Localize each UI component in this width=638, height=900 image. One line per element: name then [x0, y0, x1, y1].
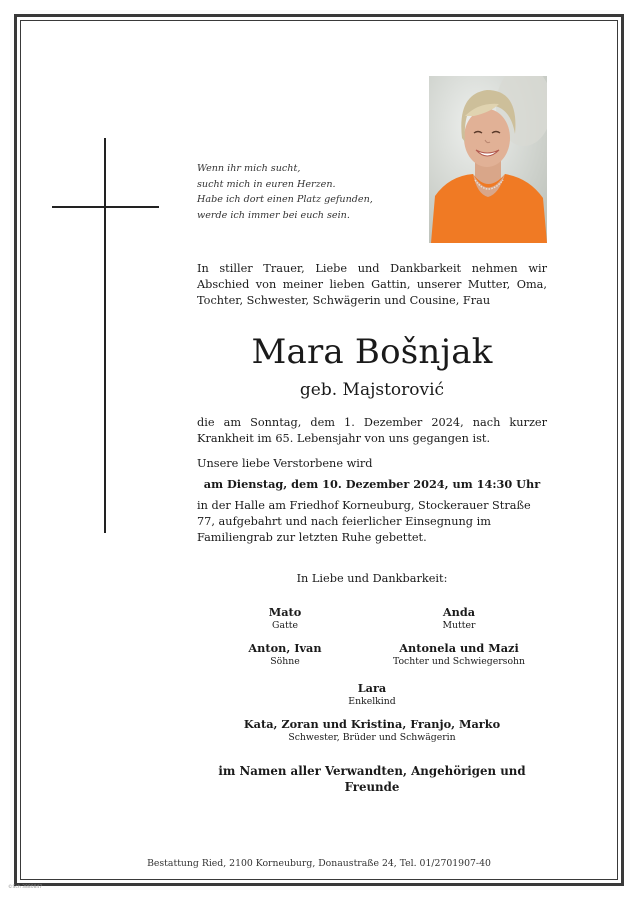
death-notice-text: die am Sonntag, dem 1. Dezember 2024, nach kurzer Krankheit im 65. Lebensjahr von uns gegangen ist. [197, 416, 547, 445]
poem-line: Habe ich dort einen Platz gefunden, [197, 194, 373, 205]
mourner-relation: Mutter [442, 620, 476, 631]
mourner-relation: Enkelkind [348, 696, 396, 707]
funeral-home-footer: Bestattung Ried, 2100 Korneuburg, Donaustraße 24, Tel. 01/2701907-40 [147, 858, 491, 869]
maiden-name: geb. Majstorović [299, 380, 445, 400]
mourner-entry [349, 605, 569, 632]
mourner-name: Lara [357, 681, 387, 695]
mourner-entry [172, 717, 572, 744]
print-code: ©Sch 3880847 [8, 885, 43, 890]
funeral-announcement: Unsere liebe Verstorbene wird [197, 457, 373, 470]
thanks-line: In Liebe und Dankbarkeit: [296, 572, 448, 585]
mourner-relation: Söhne [270, 656, 300, 667]
mourner-name: Mato [268, 605, 302, 619]
poem-line: werde ich immer bei euch sein. [197, 209, 350, 221]
portrait-photo [429, 76, 547, 243]
memorial-poem [197, 161, 397, 223]
mourner-name: Anda [442, 605, 476, 619]
mourner-entry [349, 641, 569, 668]
mourner-relation: Gatte [272, 620, 298, 631]
portrait-illustration [429, 76, 547, 243]
mourner-relation: Schwester, Brüder und Schwägerin [288, 732, 456, 743]
intro-text: In stiller Trauer, Liebe und Dankbarkeit nehmen wir Abschied von meiner lieben Gattin, unserer Mutter, Oma, Tochter, Schwester, Schwägerin und Cousine, Frau [197, 262, 547, 307]
poem-line: sucht mich in euren Herzen. [197, 178, 336, 190]
cross-horizontal-bar [52, 206, 159, 208]
mourner-name: Antonela und Mazi [399, 641, 519, 655]
poem-line: Wenn ihr mich sucht, [197, 163, 301, 174]
funeral-date-time: am Dienstag, dem 10. Dezember 2024, um 14:30 Uhr [203, 477, 541, 491]
funeral-details: in der Halle am Friedhof Korneuburg, Stockerauer Straße 77, aufgebahrt und nach feierlicher Einsegnung im Familiengrab zur letzten Ruhe gebettet. [197, 499, 531, 544]
mourner-relation: Tochter und Schwiegersohn [392, 656, 526, 667]
deceased-name: Mara Bošnjak [251, 332, 493, 372]
mourner-name: Anton, Ivan [248, 641, 322, 655]
family-line: im Namen aller Verwandten, Angehörigen und Freunde [218, 764, 526, 794]
mourner-entry [262, 681, 482, 708]
mourner-name: Kata, Zoran und Kristina, Franjo, Marko [243, 717, 501, 731]
cross-vertical-bar [104, 138, 106, 533]
